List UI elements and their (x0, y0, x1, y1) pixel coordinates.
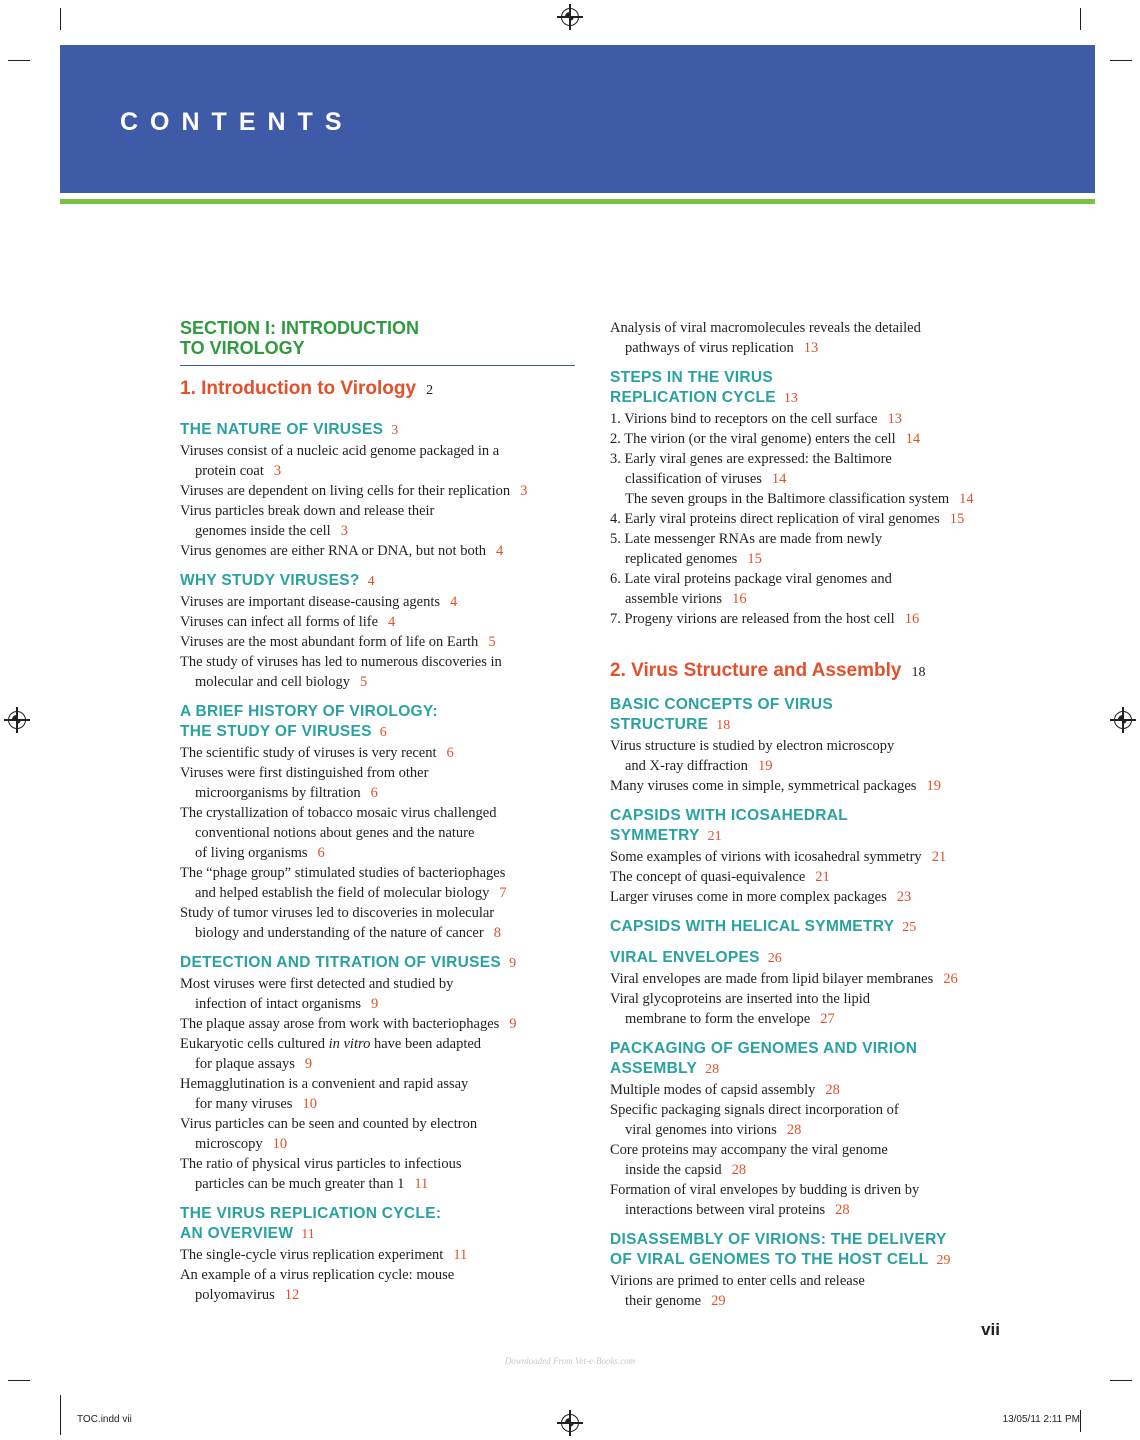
toc-entry[interactable]: Viruses are important disease-causing agents 4 (180, 594, 458, 610)
crop-mark (1110, 60, 1132, 61)
page-number: 26 (943, 971, 958, 987)
chapter-heading[interactable]: 2. Virus Structure and Assembly 18 (610, 660, 926, 681)
toc-entry[interactable]: Specific packaging signals direct incorporation of viral genomes into virions 28 (610, 1102, 899, 1138)
crop-mark (1110, 1380, 1132, 1381)
subsection-heading[interactable]: DETECTION AND TITRATION OF VIRUSES 9 (180, 954, 517, 971)
toc-groups (610, 695, 1010, 1311)
page-number: 29 (936, 1253, 951, 1268)
toc-entry[interactable]: Analysis of viral macromolecules reveals the detailed pathways of virus replication 13 (610, 320, 921, 356)
page-number: 4 (388, 614, 396, 630)
page-number: 21 (931, 849, 947, 865)
page-number: 2 (426, 383, 434, 398)
page-number: 7 (499, 885, 507, 901)
subsection-heading[interactable]: STEPS IN THE VIRUS REPLICATION CYCLE 13 (610, 369, 798, 406)
page-number: 28 (731, 1162, 747, 1178)
page-number: 11 (453, 1247, 468, 1263)
toc-entry[interactable]: Viral envelopes are made from lipid bilayer membranes 26 (610, 971, 958, 987)
toc-entry[interactable]: Viruses were first distinguished from other microorganisms by filtration 6 (180, 765, 429, 801)
subsection-heading[interactable]: CAPSIDS WITH ICOSAHEDRAL SYMMETRY 21 (610, 807, 848, 844)
toc-entry[interactable]: The crystallization of tobacco mosaic virus challenged conventional notions about genes and the nature of living organisms 6 (180, 805, 497, 861)
page-number: 14 (905, 431, 921, 447)
page-number: 15 (949, 511, 965, 527)
page-number: 6 (379, 725, 387, 740)
registration-mark-icon (561, 8, 579, 26)
page-number: 26 (767, 951, 782, 966)
toc-entry[interactable]: The study of viruses has led to numerous discoveries in molecular and cell biology 5 (180, 654, 502, 690)
page-number: 6 (317, 845, 325, 861)
toc-entry[interactable]: 4. Early viral proteins direct replication of viral genomes 15 (610, 511, 965, 527)
page-number: 16 (732, 591, 747, 607)
crop-mark (60, 8, 61, 30)
toc-groups (180, 420, 575, 1305)
subsection-heading[interactable]: DISASSEMBLY OF VIRIONS: THE DELIVERY OF VIRAL GENOMES TO THE HOST CELL 29 (610, 1231, 951, 1268)
toc-entry[interactable]: 3. Early viral genes are expressed: the Baltimore classification of viruses 14 (610, 451, 892, 487)
page-number: 18 (716, 718, 731, 733)
toc-column-right (610, 318, 1010, 1311)
page-number: 23 (896, 889, 912, 905)
registration-mark-icon (1114, 711, 1132, 729)
divider (60, 199, 1095, 204)
toc-entry[interactable]: Virus particles break down and release their genomes inside the cell 3 (180, 503, 435, 539)
page-number: 3 (340, 523, 348, 539)
toc-entry[interactable]: 1. Virions bind to receptors on the cell surface 13 (610, 411, 902, 427)
page-number: 11 (414, 1176, 429, 1192)
subsection-heading[interactable]: THE VIRUS REPLICATION CYCLE: AN OVERVIEW 11 (180, 1205, 442, 1242)
page-number: 21 (815, 869, 830, 885)
slug-filename: TOC.indd vii (77, 1414, 132, 1425)
toc-entry[interactable]: Viral glycoproteins are inserted into the lipid membrane to form the envelope 27 (610, 991, 871, 1027)
page-number: 4 (496, 543, 504, 559)
toc-entry[interactable]: The ratio of physical virus particles to infectious particles can be much greater than 1 11 (180, 1156, 462, 1192)
crop-mark (1080, 8, 1081, 30)
toc-entry[interactable]: Virions are primed to enter cells and release their genome 29 (610, 1273, 865, 1309)
toc-entry[interactable]: Eukaryotic cells cultured in vitro have been adapted for plaque assays 9 (180, 1036, 482, 1072)
page-number: 4 (367, 574, 375, 589)
page-number: 9 (509, 956, 517, 971)
toc-entry[interactable]: The “phage group” stimulated studies of bacteriophages and helped establish the field of molecular biology 7 (180, 865, 507, 901)
folio-page-number: vii (981, 1320, 1000, 1339)
page-number: 19 (926, 778, 941, 794)
crop-mark (1080, 1410, 1081, 1432)
subsection-heading[interactable]: THE NATURE OF VIRUSES 3 (180, 421, 399, 438)
page-number: 15 (747, 551, 762, 567)
toc-entry[interactable]: Multiple modes of capsid assembly 28 (610, 1082, 840, 1098)
subsection-heading[interactable]: CAPSIDS WITH HELICAL SYMMETRY 25 (610, 918, 917, 935)
page-number: 11 (301, 1227, 315, 1242)
toc-entry[interactable]: Virus structure is studied by electron microscopy and X-ray diffraction 19 (610, 738, 895, 774)
toc-entry[interactable]: Most viruses were first detected and studied by infection of intact organisms 9 (180, 976, 454, 1012)
page-number: 25 (902, 920, 917, 935)
page-number: 16 (904, 611, 920, 627)
page-number: 3 (273, 463, 282, 479)
page-number: 18 (911, 665, 926, 680)
toc-entry[interactable]: Some examples of virions with icosahedral symmetry 21 (610, 849, 947, 865)
page-number: 13 (887, 411, 902, 427)
page-number: 10 (272, 1136, 288, 1152)
section-heading: SECTION I: INTRODUCTION TO VIROLOGY (180, 318, 419, 358)
toc-entry[interactable]: 5. Late messenger RNAs are made from newly replicated genomes 15 (610, 531, 883, 567)
subsection-heading[interactable]: A BRIEF HISTORY OF VIROLOGY: THE STUDY OF VIRUSES 6 (180, 703, 438, 740)
toc-entry[interactable]: The plaque assay arose from work with bacteriophages 9 (180, 1016, 517, 1032)
toc-entry[interactable]: An example of a virus replication cycle: mouse polyomavirus 12 (180, 1267, 455, 1303)
page-number: 28 (835, 1202, 850, 1218)
page-number: 13 (783, 391, 798, 406)
page-number: 9 (304, 1056, 313, 1072)
toc-entry[interactable]: Hemagglutination is a convenient and rapid assay for many viruses 10 (180, 1076, 469, 1112)
page-number: 12 (284, 1287, 300, 1303)
toc-entry[interactable]: The seven groups in the Baltimore classification system 14 (625, 491, 974, 507)
page-number: 28 (825, 1082, 840, 1098)
toc-entry[interactable]: Formation of viral envelopes by budding is driven by interactions between viral proteins 28 (610, 1182, 920, 1218)
slug-timestamp: 13/05/11 2:11 PM (1002, 1414, 1080, 1425)
page-number: 6 (370, 785, 378, 801)
toc-entry[interactable]: The single-cycle virus replication experiment 11 (180, 1247, 468, 1263)
subsection-heading[interactable]: WHY STUDY VIRUSES? 4 (180, 572, 375, 589)
page-number: 29 (711, 1293, 726, 1309)
toc-entry[interactable]: Viruses can infect all forms of life 4 (180, 614, 396, 630)
toc-entry[interactable]: Virus particles can be seen and counted by electron microscopy 10 (180, 1116, 478, 1152)
page-number: 6 (446, 745, 454, 761)
toc-entry[interactable]: Viruses are dependent on living cells for their replication 3 (180, 483, 528, 499)
page-number: 21 (707, 829, 722, 844)
subsection-heading[interactable]: VIRAL ENVELOPES 26 (610, 949, 782, 966)
page-number: 19 (757, 758, 773, 774)
toc-entry[interactable]: 2. The virion (or the viral genome) enters the cell 14 (610, 431, 921, 447)
toc-entry[interactable]: The concept of quasi-equivalence 21 (610, 869, 830, 885)
watermark: Downloaded From Vet-e-Books.com (504, 1356, 636, 1366)
page-number: 8 (493, 925, 501, 941)
divider (180, 365, 575, 366)
page-number: 28 (786, 1122, 802, 1138)
registration-mark-icon (561, 1414, 579, 1432)
page-number: 14 (771, 471, 787, 487)
toc-entry[interactable]: Viruses consist of a nucleic acid genome packaged in a protein coat 3 (180, 443, 500, 479)
toc-entry[interactable]: Core proteins may accompany the viral genome inside the capsid 28 (610, 1142, 888, 1178)
page-number: 28 (705, 1062, 720, 1077)
toc-entry[interactable]: 6. Late viral proteins package viral genomes and assemble virions 16 (610, 571, 892, 607)
crop-mark (60, 1395, 61, 1435)
crop-mark (8, 1380, 30, 1381)
page-number: 13 (803, 340, 819, 356)
page-number: 4 (450, 594, 458, 610)
page-number: 3 (520, 483, 528, 499)
toc-entry[interactable]: Larger viruses come in more complex packages 23 (610, 889, 912, 905)
crop-mark (8, 60, 30, 61)
toc-entry[interactable]: Virus genomes are either RNA or DNA, but not both 4 (180, 543, 504, 559)
toc-entry[interactable]: Study of tumor viruses led to discoveries in molecular biology and understanding of the nature of cancer 8 (180, 905, 501, 941)
subsection-heading[interactable]: BASIC CONCEPTS OF VIRUS STRUCTURE 18 (610, 696, 834, 733)
page-title: CONTENTS (120, 108, 354, 136)
subsection-heading[interactable]: PACKAGING OF GENOMES AND VIRION ASSEMBLY 28 (610, 1040, 918, 1077)
page-number: 5 (488, 634, 496, 650)
page-number: 27 (820, 1011, 835, 1027)
toc-entry[interactable]: The scientific study of viruses is very recent 6 (180, 745, 454, 761)
toc-groups (610, 368, 1010, 629)
toc-entry[interactable]: Many viruses come in simple, symmetrical packages 19 (610, 778, 941, 794)
page-number: 10 (302, 1096, 317, 1112)
toc-entry[interactable]: Viruses are the most abundant form of life on Earth 5 (180, 634, 496, 650)
toc-entry[interactable]: 7. Progeny virions are released from the host cell 16 (610, 611, 920, 627)
page-number: 9 (509, 1016, 517, 1032)
registration-mark-icon (8, 711, 26, 729)
toc-entries (610, 318, 1010, 358)
chapter-heading[interactable]: 1. Introduction to Virology 2 (180, 378, 434, 399)
toc-column-left (180, 318, 575, 1305)
page-number: 5 (360, 674, 368, 690)
page-number: 9 (371, 996, 379, 1012)
page-number: 14 (959, 491, 974, 507)
page-number: 3 (391, 423, 399, 438)
